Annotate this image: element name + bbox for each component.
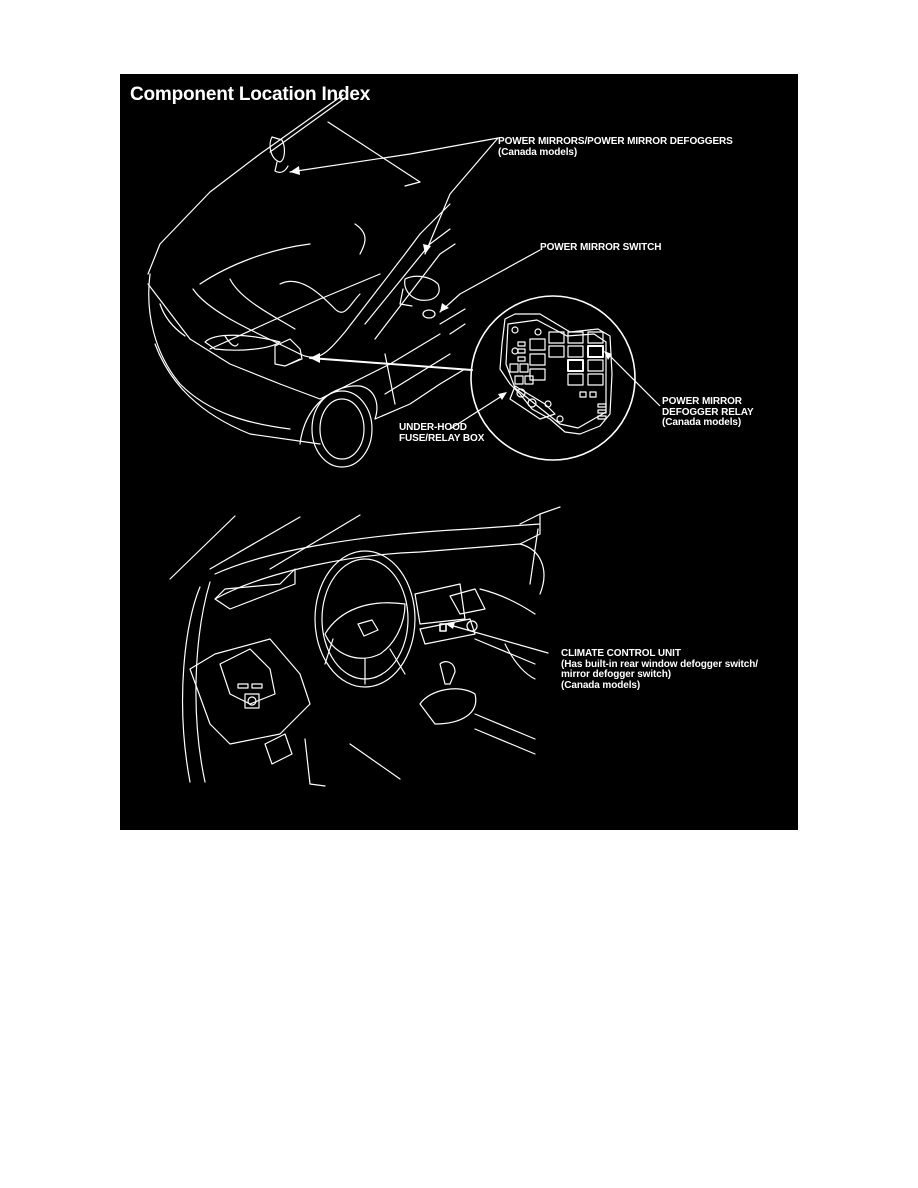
label-climate-control-line4: (Canada models) [561,679,641,691]
label-climate-control-line2: (Has built-in rear window defogger switch/ [561,658,758,670]
label-defogger-relay-line3: (Canada models) [662,417,742,428]
component-location-panel [120,74,798,830]
dashboard-illustration [120,74,798,830]
label-defogger-relay [662,397,754,429]
label-climate-control [561,649,758,691]
label-under-hood-box [399,423,484,444]
label-under-hood-box-line1: UNDER-HOOD [399,422,467,433]
label-climate-control-line3: mirror defogger switch) [561,669,671,680]
label-defogger-relay-line2: DEFOGGER RELAY [662,406,754,418]
label-defogger-relay-line1: POWER MIRROR [662,396,742,407]
label-power-mirror-switch [540,243,661,254]
label-power-mirrors-line1: POWER MIRRORS/POWER MIRROR DEFOGGERS [498,136,733,147]
label-power-mirrors [498,137,733,158]
label-power-mirror-switch-line1: POWER MIRROR SWITCH [540,242,662,253]
label-under-hood-box-line2: FUSE/RELAY BOX [399,432,485,444]
label-climate-control-line1: CLIMATE CONTROL UNIT [561,648,681,659]
label-power-mirrors-line2: (Canada models) [498,146,578,158]
diagram-title: Component Location Index [130,84,371,105]
